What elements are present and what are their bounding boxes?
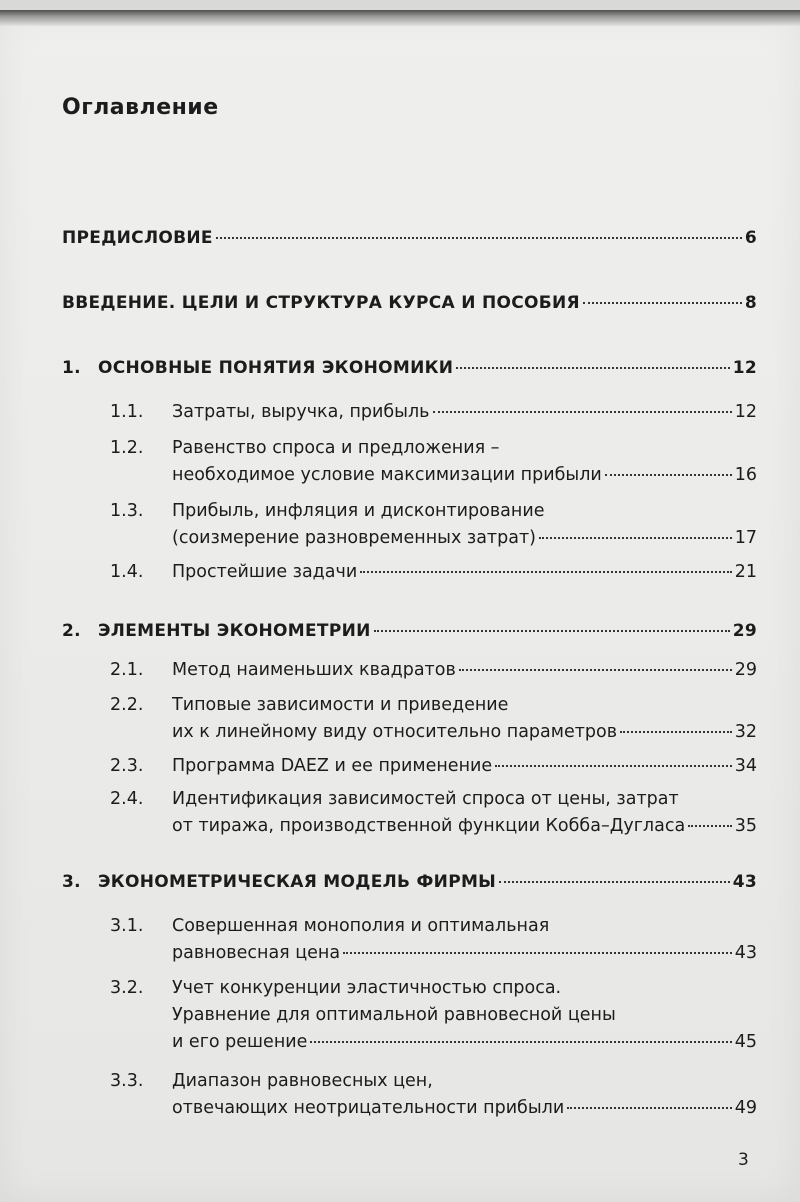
section-page: 43 (734, 943, 757, 963)
chapter-number: 3. (62, 872, 81, 892)
section-page: 49 (734, 1098, 757, 1118)
toc-entry-label: ПРЕДИСЛОВИЕ (62, 228, 213, 248)
section-number: 3.3. (110, 1071, 144, 1091)
section-label-line: отвечающих неотрицательности прибыли (172, 1098, 565, 1118)
toc-entry-page: 6 (744, 228, 757, 248)
section-number: 2.4. (110, 789, 144, 809)
chapter-page: 12 (732, 358, 757, 378)
leader-dots (499, 881, 730, 883)
page-top-shadow (0, 10, 800, 26)
section-label-line: Диапазон равновесных цен, (172, 1071, 433, 1091)
leader-dots (216, 237, 742, 239)
toc-section-3-2 (62, 978, 757, 1059)
chapter-label: ЭКОНОМЕТРИЧЕСКАЯ МОДЕЛЬ ФИРМЫ (98, 872, 497, 892)
toc-section-1-3 (62, 501, 757, 555)
section-label: Программа DAEZ и ее применение (172, 756, 493, 776)
leader-dots (688, 825, 732, 827)
chapter-number: 1. (62, 358, 81, 378)
section-label-line: Уравнение для оптимальной равновесной цены (172, 1005, 616, 1025)
section-label-line: Равенство спроса и предложения – (172, 438, 500, 458)
leader-dots (310, 1041, 731, 1043)
chapter-label: ОСНОВНЫЕ ПОНЯТИЯ ЭКОНОМИКИ (98, 358, 454, 378)
section-page: 35 (734, 816, 757, 836)
toc-section-3-3 (62, 1071, 757, 1125)
section-number: 1.3. (110, 501, 144, 521)
section-page: 29 (734, 660, 757, 680)
section-label-line: их к линейному виду относительно параметров (172, 722, 618, 742)
leader-dots (583, 302, 742, 304)
section-page: 34 (734, 756, 757, 776)
section-label: Простейшие задачи (172, 562, 358, 582)
leader-dots (459, 669, 732, 671)
section-label-line: (соизмерение разновременных затрат) (172, 528, 536, 548)
section-page: 12 (734, 402, 757, 422)
section-label-line: Учет конкуренции эластичностью спроса. (172, 978, 562, 998)
toc-chapter-3 (62, 872, 757, 899)
toc-entry-label: ВВЕДЕНИЕ. ЦЕЛИ И СТРУКТУРА КУРСА И ПОСОБИЯ (62, 293, 580, 313)
toc-entry-page: 8 (744, 293, 757, 313)
section-number: 2.3. (110, 756, 144, 776)
leader-dots (620, 731, 732, 733)
section-label-line: Прибыль, инфляция и дисконтирование (172, 501, 545, 521)
toc-section-2-3 (62, 756, 757, 783)
section-label-line: от тиража, производственной функции Кобба–Дугласа (172, 816, 686, 836)
toc-section-1-1 (62, 402, 757, 429)
section-label-line: равновесная цена (172, 943, 341, 963)
section-number: 1.4. (110, 562, 144, 582)
section-number: 1.1. (110, 402, 144, 422)
toc-section-2-4 (62, 789, 757, 843)
section-label-line: необходимое условие максимизации прибыли (172, 465, 602, 485)
page-number: 3 (738, 1150, 749, 1170)
section-number: 2.1. (110, 660, 144, 680)
toc-section-3-1 (62, 916, 757, 970)
leader-dots (374, 630, 730, 632)
toc-chapter-2 (62, 621, 757, 648)
toc-section-1-2 (62, 438, 757, 492)
section-label-line: Идентификация зависимостей спроса от цены, затрат (172, 789, 679, 809)
section-page: 16 (734, 465, 757, 485)
toc-entry-preface (62, 228, 757, 255)
section-page: 45 (734, 1032, 757, 1052)
chapter-page: 29 (732, 621, 757, 641)
section-number: 3.1. (110, 916, 144, 936)
chapter-number: 2. (62, 621, 81, 641)
leader-dots (539, 537, 732, 539)
toc-chapter-1 (62, 358, 757, 385)
toc-section-2-1 (62, 660, 757, 687)
book-page (0, 10, 800, 1202)
chapter-label: ЭЛЕМЕНТЫ ЭКОНОМЕТРИИ (98, 621, 371, 641)
toc-entry-intro (62, 293, 757, 320)
section-label: Затраты, выручка, прибыль (172, 402, 430, 422)
section-number: 2.2. (110, 695, 144, 715)
leader-dots (495, 765, 732, 767)
leader-dots (456, 367, 729, 369)
chapter-page: 43 (732, 872, 757, 892)
section-page: 21 (734, 562, 757, 582)
section-label: Метод наименьших квадратов (172, 660, 456, 680)
leader-dots (567, 1107, 731, 1109)
section-label-line: Совершенная монополия и оптимальная (172, 916, 550, 936)
leader-dots (605, 474, 732, 476)
section-number: 1.2. (110, 438, 144, 458)
toc-section-2-2 (62, 695, 757, 749)
section-label-line: Типовые зависимости и приведение (172, 695, 509, 715)
leader-dots (433, 411, 732, 413)
section-label-line: и его решение (172, 1032, 308, 1052)
section-page: 32 (734, 722, 757, 742)
leader-dots (360, 571, 732, 573)
toc-section-1-4 (62, 562, 757, 589)
section-page: 17 (734, 528, 757, 548)
leader-dots (343, 952, 732, 954)
toc-title: Оглавление (62, 95, 219, 120)
section-number: 3.2. (110, 978, 144, 998)
